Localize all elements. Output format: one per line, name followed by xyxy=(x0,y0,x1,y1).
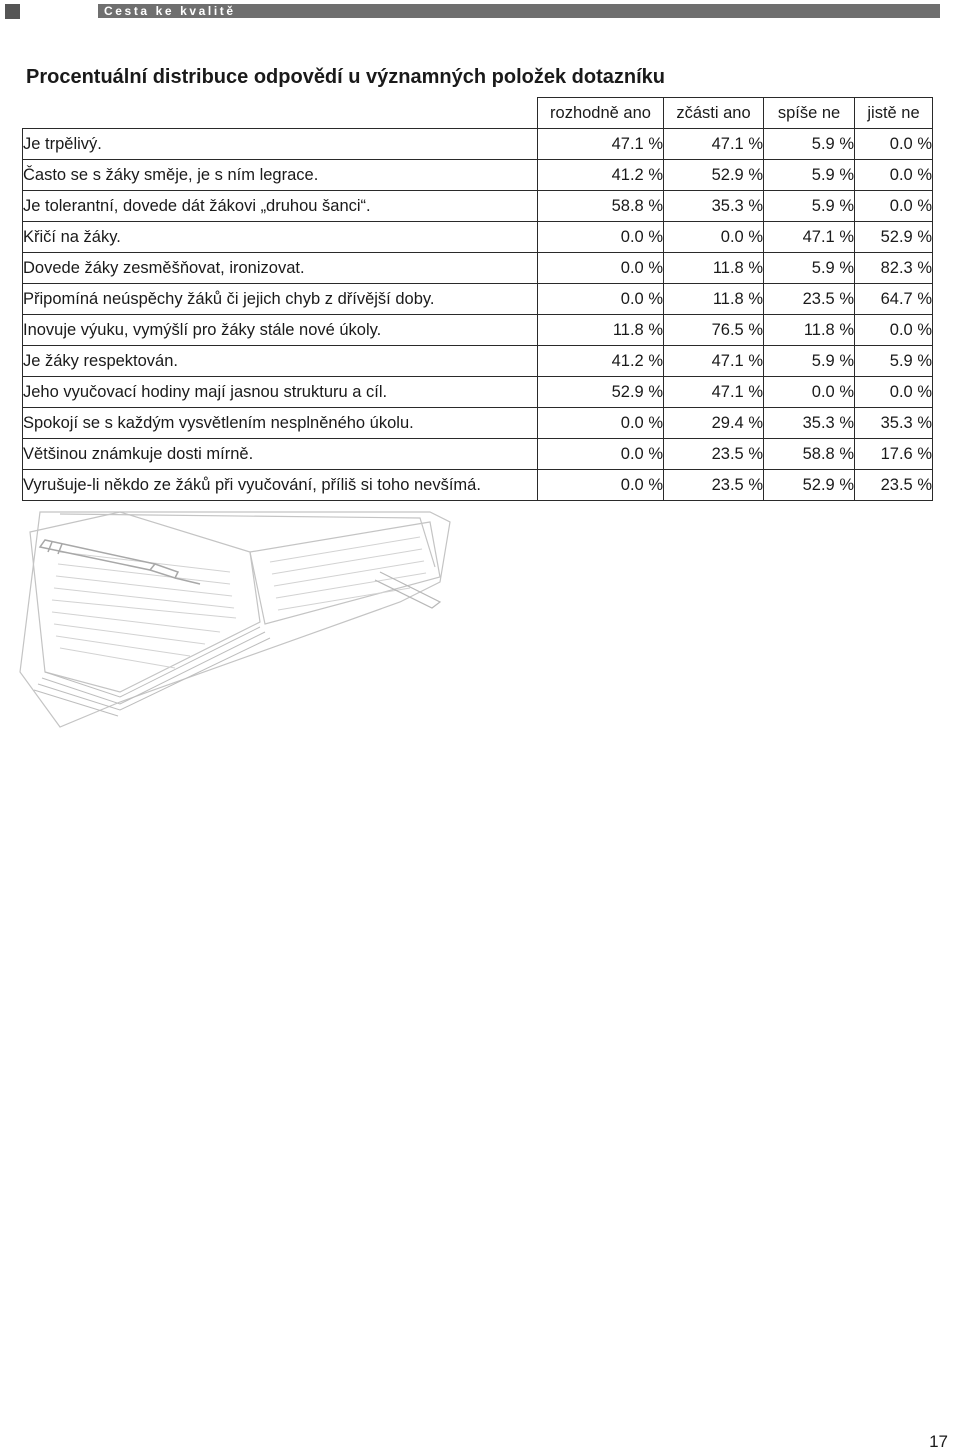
value-cell: 0.0 % xyxy=(538,470,664,501)
value-cell: 0.0 % xyxy=(538,439,664,470)
table-row xyxy=(23,129,933,160)
row-label: Je tolerantní, dovede dát žákovi „druhou šanci“. xyxy=(23,191,538,222)
value-cell: 47.1 % xyxy=(664,377,764,408)
value-cell: 0.0 % xyxy=(664,222,764,253)
value-cell: 11.8 % xyxy=(664,284,764,315)
row-label: Inovuje výuku, vymýšlí pro žáky stále nové úkoly. xyxy=(23,315,538,346)
column-header: spíše ne xyxy=(764,98,855,129)
section-title: Procentuální distribuce odpovědí u významných položek dotazníku xyxy=(26,66,665,88)
page-number: 17 xyxy=(929,1432,948,1451)
open-book-with-pen-icon xyxy=(0,492,460,737)
table-row xyxy=(23,408,933,439)
running-header-title: Cesta ke kvalitě xyxy=(104,4,236,18)
row-label: Je žáky respektován. xyxy=(23,346,538,377)
value-cell: 52.9 % xyxy=(855,222,933,253)
value-cell: 23.5 % xyxy=(664,439,764,470)
value-cell: 0.0 % xyxy=(855,315,933,346)
value-cell: 76.5 % xyxy=(664,315,764,346)
table-row xyxy=(23,377,933,408)
row-label: Většinou známkuje dosti mírně. xyxy=(23,439,538,470)
row-label: Často se s žáky směje, je s ním legrace. xyxy=(23,160,538,191)
row-label: Je trpělivý. xyxy=(23,129,538,160)
value-cell: 29.4 % xyxy=(664,408,764,439)
value-cell: 5.9 % xyxy=(764,160,855,191)
value-cell: 0.0 % xyxy=(764,377,855,408)
row-label: Dovede žáky zesměšňovat, ironizovat. xyxy=(23,253,538,284)
value-cell: 47.1 % xyxy=(538,129,664,160)
table-corner-cell xyxy=(23,98,538,129)
table-row xyxy=(23,284,933,315)
row-label: Křičí na žáky. xyxy=(23,222,538,253)
column-header: rozhodně ano xyxy=(538,98,664,129)
table-row xyxy=(23,315,933,346)
value-cell: 0.0 % xyxy=(855,377,933,408)
row-label: Vyrušuje-li někdo ze žáků při vyučování, příliš si toho nevšímá. xyxy=(23,470,538,501)
table-row xyxy=(23,439,933,470)
value-cell: 11.8 % xyxy=(538,315,664,346)
row-label: Spokojí se s každým vysvětlením nesplněného úkolu. xyxy=(23,408,538,439)
value-cell: 47.1 % xyxy=(664,346,764,377)
value-cell: 0.0 % xyxy=(538,408,664,439)
value-cell: 41.2 % xyxy=(538,346,664,377)
value-cell: 11.8 % xyxy=(764,315,855,346)
value-cell: 52.9 % xyxy=(764,470,855,501)
value-cell: 0.0 % xyxy=(538,253,664,284)
value-cell: 58.8 % xyxy=(764,439,855,470)
row-label: Jeho vyučovací hodiny mají jasnou strukturu a cíl. xyxy=(23,377,538,408)
table-header-row xyxy=(23,98,933,129)
column-header: zčásti ano xyxy=(664,98,764,129)
column-header: jistě ne xyxy=(855,98,933,129)
value-cell: 0.0 % xyxy=(855,129,933,160)
table-body xyxy=(23,129,933,501)
value-cell: 64.7 % xyxy=(855,284,933,315)
value-cell: 5.9 % xyxy=(764,346,855,377)
value-cell: 23.5 % xyxy=(664,470,764,501)
value-cell: 58.8 % xyxy=(538,191,664,222)
row-label: Připomíná neúspěchy žáků či jejich chyb z dřívější doby. xyxy=(23,284,538,315)
value-cell: 47.1 % xyxy=(764,222,855,253)
table-row xyxy=(23,253,933,284)
value-cell: 5.9 % xyxy=(855,346,933,377)
table-row xyxy=(23,222,933,253)
value-cell: 0.0 % xyxy=(855,191,933,222)
value-cell: 23.5 % xyxy=(764,284,855,315)
value-cell: 0.0 % xyxy=(855,160,933,191)
value-cell: 52.9 % xyxy=(664,160,764,191)
running-header xyxy=(98,4,940,18)
value-cell: 41.2 % xyxy=(538,160,664,191)
table-row xyxy=(23,346,933,377)
page-corner-marker xyxy=(5,4,20,19)
value-cell: 23.5 % xyxy=(855,470,933,501)
value-cell: 0.0 % xyxy=(538,284,664,315)
value-cell: 52.9 % xyxy=(538,377,664,408)
value-cell: 5.9 % xyxy=(764,129,855,160)
table-row xyxy=(23,470,933,501)
value-cell: 11.8 % xyxy=(664,253,764,284)
table-row xyxy=(23,160,933,191)
table-row xyxy=(23,191,933,222)
value-cell: 47.1 % xyxy=(664,129,764,160)
value-cell: 35.3 % xyxy=(664,191,764,222)
value-cell: 35.3 % xyxy=(855,408,933,439)
value-cell: 17.6 % xyxy=(855,439,933,470)
value-cell: 82.3 % xyxy=(855,253,933,284)
value-cell: 0.0 % xyxy=(538,222,664,253)
value-cell: 5.9 % xyxy=(764,253,855,284)
value-cell: 5.9 % xyxy=(764,191,855,222)
value-cell: 35.3 % xyxy=(764,408,855,439)
response-distribution-table xyxy=(22,97,933,501)
